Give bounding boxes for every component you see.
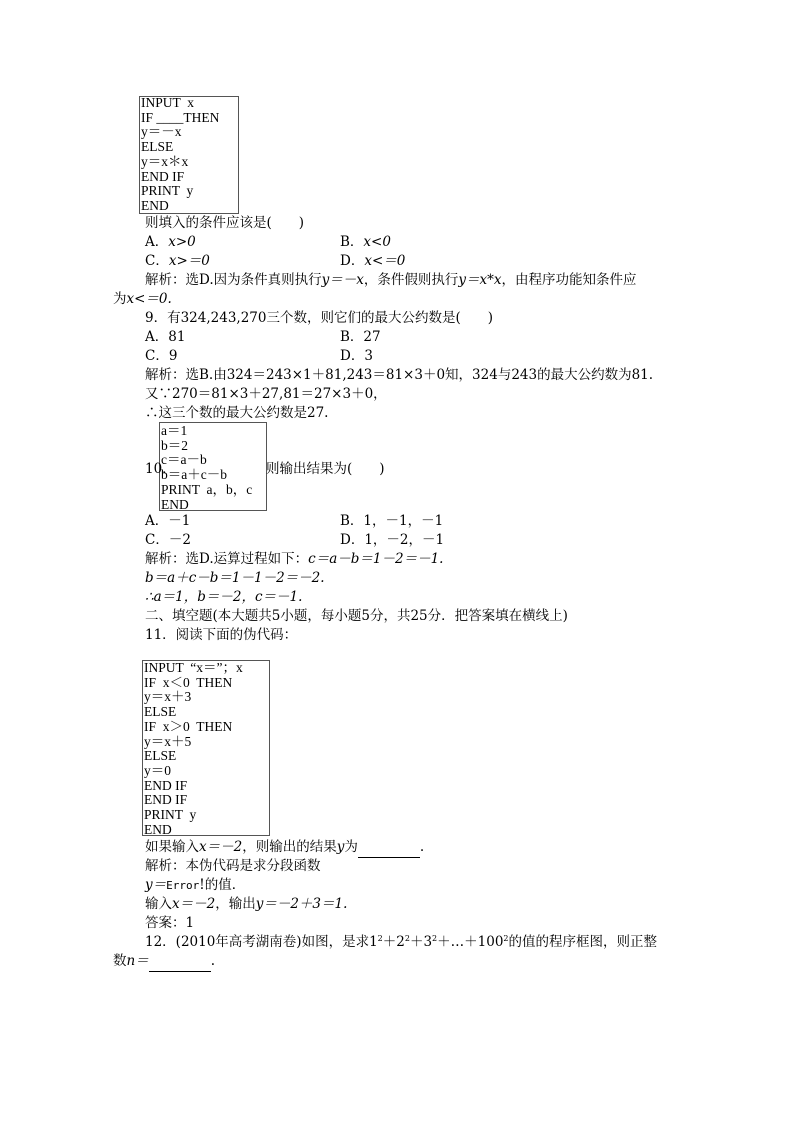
code-line: y＝x＋5 — [144, 733, 192, 749]
code-line: y＝x＋3 — [144, 689, 192, 705]
answer-blank[interactable] — [358, 841, 420, 858]
q12-line1: 12．(2010年高考湖南卷)如图，是求$1^2+2^2+3^2+\dots+100^2$的值的程序框图，则正整 — [145, 934, 658, 950]
code-line: PRINT y — [141, 183, 194, 199]
code-line: ELSE — [144, 704, 177, 720]
q9-stem: 9．有324,243,270三个数，则它们的最大公约数是( ) — [145, 310, 494, 326]
answer-blank-q12[interactable] — [149, 955, 211, 972]
q10-number: 10． — [145, 461, 176, 477]
q8-option-a: A．x>0 — [145, 234, 196, 250]
code-line: END — [161, 496, 189, 512]
q10-option-a: A．－1 — [145, 513, 191, 529]
q11-stem: 11．阅读下面的伪代码： — [145, 627, 298, 643]
section-heading-fill-in: 二、填空题(本大题共5小题，每小题5分，共25分．把答案填在横线上) — [145, 608, 568, 624]
code-block-3 — [144, 661, 243, 837]
code-line: y＝－x — [141, 124, 182, 140]
q9-option-c: C．9 — [145, 348, 178, 364]
q10-option-c: C．－2 — [145, 532, 191, 548]
code-line: INPUT “x＝”；x — [144, 660, 243, 675]
code-line: b＝2 — [161, 437, 188, 453]
q11-analysis-line2: y＝Error!的值． — [145, 877, 246, 893]
q10-analysis-line3: ∴a＝1，b＝－2，c＝－1. — [145, 589, 303, 605]
code-line: ELSE — [144, 748, 177, 764]
q8-option-b: B．x<0 — [340, 234, 391, 250]
q11-analysis-line3: 输入x＝－2，输出y＝－2＋3＝1. — [145, 896, 348, 912]
code-line: PRINT a，b，c — [161, 481, 253, 497]
q8-analysis-line1: 解析：选D.因为条件真则执行y＝－x，条件假则执行y＝x*x，由程序功能知条件应 — [145, 272, 637, 288]
q10-option-d: D．1，－2，－1 — [340, 532, 445, 548]
code-line: y＝0 — [144, 762, 171, 778]
q9-analysis-line1: 解析：选B.由324＝243×1＋81,243＝81×3＋0知，324与243的最大公约数为81. — [145, 367, 654, 383]
q8-option-c: C．x>＝0 — [145, 253, 210, 269]
code-line: ELSE — [141, 139, 174, 155]
q8-analysis-line2: 为x<＝0. — [113, 291, 172, 307]
code-block-1 — [141, 96, 219, 214]
code-line: b＝a＋c－b — [161, 467, 227, 483]
q11-answer: 答案：1 — [145, 915, 195, 931]
code-line: IF ____THEN — [141, 109, 220, 125]
q9-option-d: D．3 — [340, 348, 373, 364]
code-line: END IF — [141, 168, 185, 184]
q10-option-b: B．1，－1，－1 — [340, 513, 444, 529]
code-line: c＝a－b — [161, 452, 207, 468]
q10-analysis-line2: b＝a＋c－b＝1－1－2＝－2. — [145, 570, 325, 586]
code-line: INPUT x — [141, 95, 195, 110]
code-line: IF x＞0 THEN — [144, 718, 233, 734]
code-line: END — [144, 821, 172, 837]
code-line: END IF — [144, 792, 188, 808]
code-line: IF x＜0 THEN — [144, 674, 233, 690]
q9-analysis-line2: 又∵270＝81×3＋27,81＝27×3＋0， — [145, 386, 387, 402]
q11-question: 如果输入x＝－2，则输出的结果y为 . — [145, 839, 424, 858]
q9-option-a: A．81 — [145, 329, 186, 345]
q8-option-d: D．x<＝0 — [340, 253, 406, 269]
q8-stem: 则填入的条件应该是( ) — [145, 215, 305, 231]
q10-stem: 则输出结果为( ) — [266, 461, 385, 477]
q10-analysis-line1: 解析：选D.运算过程如下：c＝a－b＝1－2＝－1. — [145, 551, 444, 567]
q9-analysis-line3: ∴这三个数的最大公约数是27. — [145, 405, 329, 421]
q9-option-b: B．27 — [340, 329, 381, 345]
code-line: END — [141, 197, 169, 213]
code-line: END IF — [144, 777, 188, 793]
code-line: a＝1 — [161, 423, 188, 438]
code-line: PRINT y — [144, 807, 197, 823]
q11-analysis-line1: 解析：本伪代码是求分段函数 — [145, 858, 321, 874]
q12-line2: 数n＝ . — [113, 953, 215, 972]
code-line: y＝x＊x — [141, 153, 189, 169]
